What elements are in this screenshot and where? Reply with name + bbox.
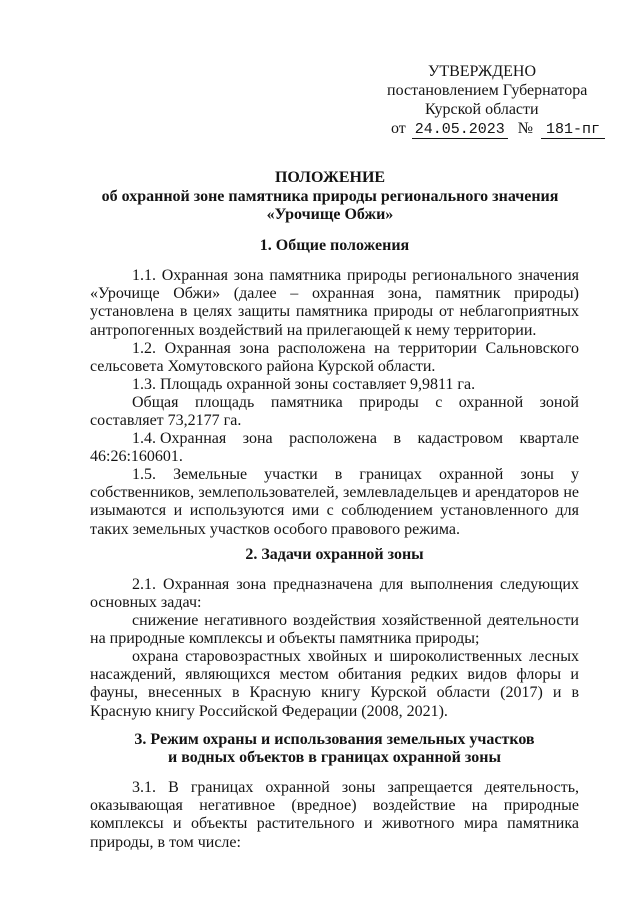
approval-block bbox=[380, 62, 600, 138]
approval-date-number bbox=[380, 119, 600, 138]
document-title: ПОЛОЖЕНИЕ bbox=[274, 169, 386, 186]
section-3-heading-line2: и водных объектов в границах охранной зоны bbox=[168, 749, 501, 766]
approval-decree-line: постановлением Губернатора bbox=[387, 82, 588, 99]
paragraph-1-1: 1.1. Охранная зона памятника природы регионального значения «Урочище Обжи» (далее – охранная зона, памятник природы) установлена в целях защиты памятника природы от неблагоприятных антропогенных воздействий на прилегающей к нему территории. bbox=[90, 267, 579, 339]
paragraph-2-1: 2.1. Охранная зона предназначена для выполнения следующих основных задач: bbox=[90, 576, 579, 612]
approval-number: 181-пг bbox=[541, 121, 605, 139]
paragraph-2-task-a: снижение негативного воздействия хозяйственной деятельности на природные комплексы и объекты памятника природы; bbox=[90, 612, 579, 648]
paragraph-1-5: 1.5. Земельные участки в границах охранной зоны у собственников, землепользователей, землевладельцев и арендаторов не изымаются и используются ими с соблюдением установленного для таких земельных участков особого правового режима. bbox=[90, 466, 579, 538]
paragraph-1-4-word: расположена bbox=[289, 430, 377, 447]
approval-region-line: Курской области bbox=[425, 101, 539, 118]
paragraph-1-4-word: кадастровом bbox=[417, 430, 503, 447]
paragraph-1-4-word: зона bbox=[242, 430, 273, 447]
paragraph-1-4-word: в bbox=[393, 430, 401, 447]
approval-date: 24.05.2023 bbox=[412, 121, 508, 139]
section-1-heading: 1. Общие положения bbox=[259, 237, 410, 254]
paragraph-1-4 bbox=[90, 430, 579, 466]
document-subtitle-line2: «Урочище Обжи» bbox=[266, 206, 394, 223]
approval-from-label: от bbox=[391, 120, 406, 137]
paragraph-1-3: 1.3. Площадь охранной зоны составляет 9,9811 га. bbox=[132, 376, 476, 393]
paragraph-1-2: 1.2. Охранная зона расположена на территории Сальновского сельсовета Хомутовского района Курской области. bbox=[90, 340, 579, 376]
paragraph-3-1: 3.1. В границах охранной зоны запрещается деятельность, оказывающая негативное (вредное) воздействие на природные комплексы и объекты растительного и животного мира памятника природы, в том числе: bbox=[90, 779, 579, 851]
approval-status: УТВЕРЖДЕНО bbox=[428, 63, 537, 80]
paragraph-1-3-total: Общая площадь памятника природы с охранной зоной составляет 73,2177 га. bbox=[90, 394, 579, 430]
paragraph-1-4-end: 46:26:160601. bbox=[90, 448, 183, 466]
paragraph-1-4-word: квартале bbox=[519, 430, 579, 447]
paragraph-1-4-word: 1.4. Охранная bbox=[132, 430, 227, 447]
approval-number-label: № bbox=[517, 120, 534, 137]
paragraph-2-task-b: охрана старовозрастных хвойных и широколиственных лесных насаждений, являющихся местом обитания редких видов флоры и фауны, внесенных в Красную книгу Курской области (2017) и в Красную книгу Российской Федерации (2008, 2021). bbox=[90, 648, 579, 720]
section-3-heading-line1: 3. Режим охраны и использования земельных участков bbox=[134, 731, 535, 748]
document-subtitle-line1: об охранной зоне памятника природы регионального значения bbox=[101, 188, 559, 205]
section-2-heading: 2. Задачи охранной зоны bbox=[245, 546, 424, 563]
